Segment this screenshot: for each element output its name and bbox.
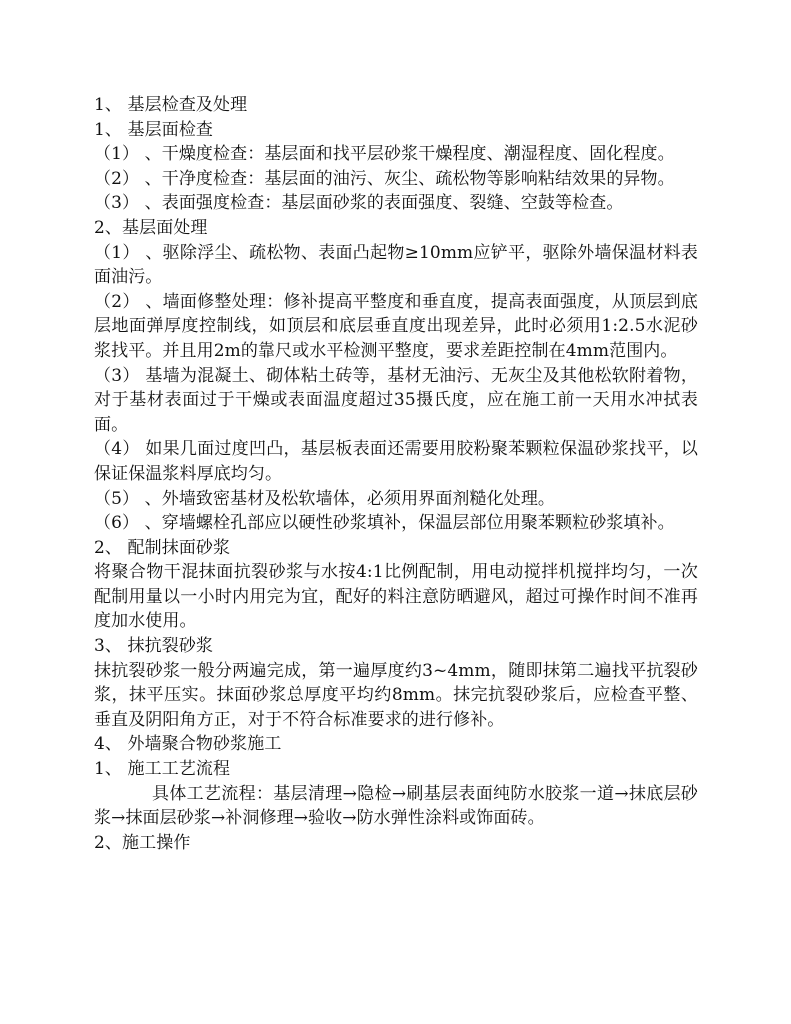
paragraph-mix-mortar: 将聚合物干混抹面抗裂砂浆与水按4:1比例配制，用电动搅拌机搅拌均匀，一次配制用量以一小时内用完为宜，配好的料注意防晒避风，超过可操作时间不准再度加水使用。 <box>94 562 698 632</box>
paragraph-dryness-check: （1） 、干燥度检查：基层面和找平层砂浆干燥程度、潮湿程度、固化程度。 <box>94 144 675 165</box>
section-heading-inspection-treatment: 1、 基层检查及处理 <box>94 95 248 115</box>
paragraph-cleanliness-check: （2） 、干净度检查：基层面的油污、灰尘、疏松物等影响粘结效果的异物。 <box>94 168 675 189</box>
section-heading-crack-resistant-mortar: 3、 抹抗裂砂浆 <box>94 636 214 657</box>
paragraph-remove-dust: （1） 、驱除浮尘、疏松物、表面凸起物≥10mm应铲平，驱除外墙保温材料表面油污。 <box>94 242 698 288</box>
paragraph-unevenness: （4） 如果几面过度凹凸，基层板表面还需要用胶粉聚苯颗粒保温砂浆找平，以保证保温浆料厚底均匀。 <box>94 439 698 484</box>
paragraph-bolt-holes: （6） 、穿墙螺栓孔部应以硬性砂浆填补，保温层部位用聚苯颗粒砂浆填补。 <box>94 513 675 534</box>
subsection-heading-surface-treatment: 2、基层面处理 <box>94 217 208 238</box>
subsection-heading-construction-operation: 2、施工操作 <box>94 832 191 853</box>
paragraph-wall-repair: （2） 、墙面修整处理：修补提高平整度和垂直度，提高表面强度，从顶层到底层地面弹厚度控制线，如顶层和底层垂直度出现差异，此时必须用1:2.5水泥砂浆找平。并且用2m的靠尺或水平检测平整度，要求差距控制在4mm范围内。 <box>94 291 698 361</box>
subsection-heading-process-flow: 1、 施工工艺流程 <box>94 759 231 780</box>
paragraph-crack-resistant-mortar: 抹抗裂砂浆一般分两遍完成，第一遍厚度约3~4mm，随即抹第二遍找平抗裂砂浆，抹平压实。抹面砂浆总厚度平均约8mm。抹完抗裂砂浆后，应检查平整、垂直及阴阳角方正，对于不符合标准要求的进行修补。 <box>94 660 698 730</box>
paragraph-base-wall: （3） 基墙为混凝土、砌体粘土砖等，基材无油污、无灰尘及其他松软附着物，对于基材表面过于干燥或表面温度超过35摄氏度，应在施工前一天用水冲拭表面。 <box>94 365 698 435</box>
paragraph-dense-substrate: （5） 、外墙致密基材及松软墙体，必须用界面剂糙化处理。 <box>94 488 556 509</box>
paragraph-process-flow: 具体工艺流程：基层清理→隐检→刷基层表面纯防水胶浆一道→抹底层砂浆→抹面层砂浆→补洞修理→验收→防水弹性涂料或饰面砖。 <box>94 783 698 829</box>
paragraph-strength-check: （3） 、表面强度检查：基层面砂浆的表面强度、裂缝、空鼓等检查。 <box>94 193 624 214</box>
document-body <box>94 93 698 855</box>
subsection-heading-surface-inspection: 1、 基层面检查 <box>94 119 214 140</box>
section-heading-polymer-mortar: 4、 外墙聚合物砂浆施工 <box>94 734 282 755</box>
section-heading-mix-mortar: 2、 配制抹面砂浆 <box>94 537 231 558</box>
